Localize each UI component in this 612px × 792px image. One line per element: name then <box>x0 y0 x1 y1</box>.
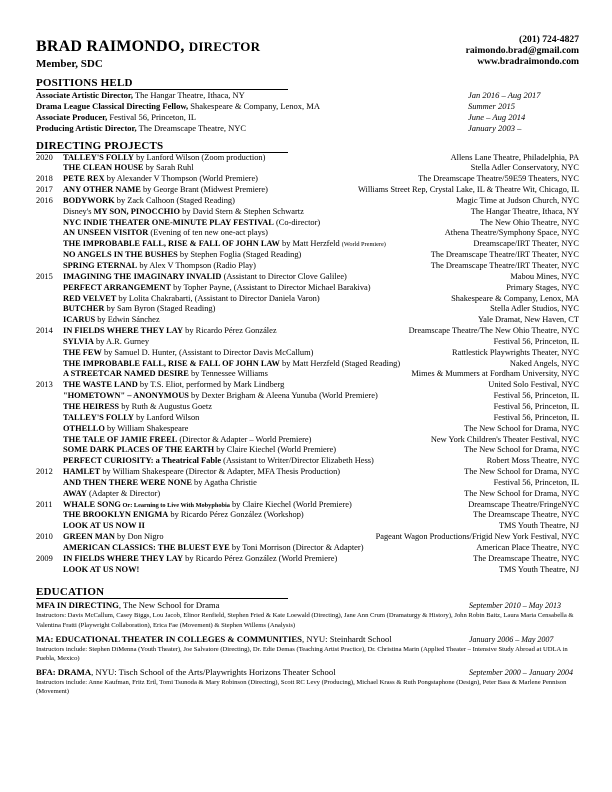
project-title: AMERICAN CLASSICS: THE BLUEST EYE <box>63 542 230 552</box>
project-title-line <box>63 218 320 229</box>
project-row <box>36 489 579 500</box>
project-credit: by Dexter Brigham & Aleena Yunuba (World Premiere) <box>188 391 378 401</box>
project-venue: The Dreamscape Theatre, NYC <box>473 553 579 563</box>
phone-number: (201) 724-4827 <box>519 34 579 45</box>
project-credit: by Zack Calhoon (Staged Reading) <box>114 195 235 205</box>
project-venue: The New School for Drama, NYC <box>464 423 579 433</box>
project-venue: Shakespeare & Company, Lenox, MA <box>451 293 579 303</box>
position-title: Drama League Classical Directing Fellow, <box>36 100 189 111</box>
project-year: 2013 <box>36 380 53 390</box>
project-title: TALLEY'S FOLLY <box>63 152 134 162</box>
project-title: AN UNSEEN VISITOR <box>63 228 149 238</box>
education-degree: BFA: DRAMA <box>36 666 92 677</box>
project-row <box>36 424 579 435</box>
project-title-line <box>63 261 256 272</box>
project-row <box>36 543 579 554</box>
project-title-line <box>63 445 336 456</box>
project-credit: (Assistant to Director Clove Galilee) <box>221 271 347 281</box>
project-venue: Athena Theatre/Symphony Space, NYC <box>444 228 579 238</box>
project-venue: Dreamscape Theatre/The New Ohio Theatre, NYC <box>408 326 579 336</box>
position-title: Producing Artistic Director, <box>36 122 137 133</box>
project-row <box>36 294 579 305</box>
education-degree-line <box>36 634 579 645</box>
project-year: 2011 <box>36 499 53 509</box>
project-venue: The New School for Drama, NYC <box>464 445 579 455</box>
project-credit: by Claire Kiechel (World Premiere) <box>214 445 337 455</box>
project-title-line <box>63 348 313 359</box>
project-row <box>36 326 579 337</box>
project-year: 2014 <box>36 326 53 336</box>
position-place: Festival 56, Princeton, IL <box>107 111 197 122</box>
project-credit: by Ricardo Pérez González <box>183 326 277 336</box>
project-venue: Pageant Wagon Productions/Frigid New York Festival, NYC <box>375 532 579 542</box>
project-venue: The Dreamscape Theatre/59E59 Theaters, NYC <box>418 174 579 184</box>
project-venue: Festival 56, Princeton, IL <box>493 391 579 401</box>
project-title-line <box>63 467 340 478</box>
education-degree-line <box>36 600 579 611</box>
project-credit: by Alex V Thompson (Radio Play) <box>137 261 256 270</box>
education-degree: MA: EDUCATIONAL THEATER IN COLLEGES & COMMUNITIES <box>36 633 302 644</box>
project-row <box>36 239 579 250</box>
project-title-line <box>63 554 337 565</box>
education-entry <box>36 600 579 630</box>
project-title-line <box>63 315 160 326</box>
project-venue: The New School for Drama, NYC <box>464 488 579 498</box>
project-venue: New York Children's Theater Festival, NYC <box>430 434 579 444</box>
project-title: PERFECT ARRANGEMENT <box>63 282 172 292</box>
project-title-line <box>63 489 160 500</box>
project-title: AND THEN THERE WERE NONE <box>63 477 192 487</box>
project-year: 2016 <box>36 195 53 205</box>
project-row <box>36 380 579 391</box>
project-title-line <box>63 196 235 207</box>
project-title: RED VELVET <box>63 293 117 303</box>
project-subtitle: Or: Learning to Live With Mobyphobia <box>120 501 230 509</box>
project-credit: by Ricardo Pérez González (Workshop) <box>168 510 304 520</box>
project-title: THE IMPROBABLE FALL, RISE & FALL OF JOHN LAW <box>63 239 280 249</box>
project-credit: (Evening of ten new one-act plays) <box>148 228 268 238</box>
project-title: THE IMPROBABLE FALL, RISE & FALL OF JOHN LAW <box>63 358 280 368</box>
director-name: BRAD RAIMONDO, DIRECTOR <box>36 38 261 55</box>
project-title: ANY OTHER NAME <box>63 185 141 195</box>
project-venue: American Place Theatre, NYC <box>476 542 579 552</box>
project-credit: by Samuel D. Hunter, (Assistant to Director Davis McCallum) <box>101 347 314 357</box>
project-row <box>36 228 579 239</box>
project-credit: by Lolita Chakrabarti, (Assistant to Director Daniela Varon) <box>116 293 320 303</box>
project-venue: TMS Youth Theatre, NJ <box>498 564 579 574</box>
project-row <box>36 185 579 196</box>
project-title: BUTCHER <box>63 304 105 314</box>
project-row <box>36 532 579 543</box>
project-title: BODYWORK <box>63 195 115 205</box>
project-title-line <box>63 185 268 196</box>
project-credit: by Tennessee Williams <box>188 369 268 379</box>
project-title: NYC INDIE THEATER ONE-MINUTE PLAY FESTIVAL <box>63 217 274 227</box>
project-title: NO ANGELS IN THE BUSHES <box>63 250 178 260</box>
project-venue: Magic Time at Judson Church, NYC <box>456 195 579 205</box>
project-title-line <box>63 565 139 576</box>
project-credit: by A.R. Gurney <box>93 336 150 346</box>
project-row <box>36 283 579 294</box>
project-venue: Allens Lane Theatre, Philadelphia, PA <box>450 152 579 162</box>
project-venue: Robert Moss Theatre, NYC <box>486 456 579 466</box>
position-dates: Jan 2016 – Aug 2017 <box>468 90 541 100</box>
project-title: GREEN MAN <box>63 532 115 542</box>
education-list <box>36 600 579 697</box>
project-venue: Festival 56, Princeton, IL <box>493 401 579 411</box>
project-title: MY SON, PINOCCHIO <box>93 206 181 216</box>
project-credit: by Matt Herzfeld (Staged Reading) <box>279 358 401 368</box>
project-row <box>36 337 579 348</box>
project-venue: The Dreamscape Theatre/IRT Theater, NYC <box>430 250 579 260</box>
project-venue: Festival 56, Princeton, IL <box>493 336 579 346</box>
project-row <box>36 315 579 326</box>
project-title: TALLEY'S FOLLY <box>63 412 134 422</box>
education-degree-line <box>36 667 579 678</box>
project-year: 2015 <box>36 271 53 281</box>
project-title-line <box>63 304 215 315</box>
project-venue: TMS Youth Theatre, NJ <box>498 521 579 531</box>
project-venue: United Solo Festival, NYC <box>488 380 579 390</box>
project-title: THE CLEAN HOUSE <box>63 163 144 173</box>
project-venue: Stella Adler Conservatory, NYC <box>470 163 579 173</box>
project-note: (World Premiere) <box>341 241 386 249</box>
project-title: IN FIELDS WHERE THEY LAY <box>63 326 184 336</box>
project-title-line <box>63 424 188 435</box>
project-venue: The New School for Drama, NYC <box>464 467 579 477</box>
education-entry <box>36 634 579 664</box>
project-title-line <box>63 380 284 391</box>
project-credit: by Topher Payne, (Assistant to Director Michael Barakiva) <box>171 282 371 292</box>
project-row <box>36 402 579 413</box>
project-title-line <box>63 521 145 532</box>
email-address[interactable]: raimondo.brad@gmail.com <box>465 45 579 56</box>
project-row <box>36 153 579 164</box>
projects-list <box>36 153 579 576</box>
position-place: The Hangar Theatre, Ithaca, NY <box>133 90 245 100</box>
project-title-line <box>63 402 212 413</box>
project-title: HAMLET <box>63 467 101 477</box>
project-row <box>36 163 579 174</box>
project-credit: (Co-director) <box>273 217 321 227</box>
project-row <box>36 500 579 511</box>
project-year: 2009 <box>36 553 53 563</box>
resume-page <box>36 34 579 697</box>
position-row <box>36 112 579 123</box>
project-title-line <box>63 250 301 261</box>
project-credit: by Matt Herzfeld <box>279 239 342 249</box>
education-school: , The New School for Drama <box>118 600 220 611</box>
project-title-line <box>63 207 304 218</box>
education-dates: September 2000 – January 2004 <box>469 667 573 677</box>
project-row <box>36 456 579 467</box>
project-venue: The Hangar Theatre, Ithaca, NY <box>470 206 579 216</box>
project-title-line <box>63 337 149 348</box>
website-link[interactable]: www.bradraimondo.com <box>477 56 579 67</box>
project-row <box>36 196 579 207</box>
position-dates: June – Aug 2014 <box>468 111 526 122</box>
education-school: , NYU: Tisch School of the Arts/Playwrights Horizons Theater School <box>91 666 336 677</box>
project-title: WHALE SONG <box>63 499 121 509</box>
project-title-line <box>63 391 378 402</box>
project-title-line <box>63 326 277 337</box>
position-dates: January 2003 – <box>468 122 522 133</box>
member-line: Member, SDC <box>36 58 103 70</box>
project-credit: by Claire Kiechel (World Premiere) <box>229 499 352 509</box>
project-title: "HOMETOWN" – ANONYMOUS <box>63 391 189 401</box>
project-row <box>36 391 579 402</box>
education-entry <box>36 667 579 697</box>
project-year: 2018 <box>36 174 53 184</box>
education-dates: January 2006 – May 2007 <box>469 634 554 644</box>
position-place: Shakespeare & Company, Lenox, MA <box>188 100 321 111</box>
project-credit: by Stephen Foglia (Staged Reading) <box>177 250 302 260</box>
project-year: 2020 <box>36 152 53 162</box>
project-title-line <box>63 532 164 543</box>
project-title-line <box>63 543 363 554</box>
project-title: THE BROOKLYN ENIGMA <box>63 510 169 520</box>
project-credit: by William Shakespeare <box>104 423 189 433</box>
position-title: Associate Producer, <box>36 111 108 122</box>
project-credit: by Edwin Sánchez <box>95 315 160 325</box>
project-row <box>36 359 579 370</box>
project-title-line <box>63 435 311 446</box>
project-venue: Dreamscape/IRT Theater, NYC <box>473 239 579 249</box>
project-row <box>36 435 579 446</box>
project-title-line <box>63 456 374 467</box>
project-title: PETE REX <box>63 174 105 184</box>
project-credit: by George Brant (Midwest Premiere) <box>140 185 268 195</box>
project-year: 2010 <box>36 532 53 542</box>
project-title-line <box>63 413 199 424</box>
project-prefix: Disney's <box>63 206 94 216</box>
project-title-line <box>63 272 347 283</box>
project-credit: by Alexander V Thompson (World Premiere) <box>104 174 258 184</box>
project-row <box>36 261 579 272</box>
education-instructors: Instructors include: Stephen DiMenna (Youth Theater), Joe Salvatore (Directing), Dr. Edie Demas (Teaching Artist Practice), Dr. Christina Marin (Applied Theater – Intensive Study Abroad at UDLA in Puebla, Mexico) <box>36 645 568 663</box>
position-dates: Summer 2015 <box>468 100 515 111</box>
project-credit: by Lanford Wilson <box>133 412 200 422</box>
project-title-line <box>63 294 320 305</box>
project-row <box>36 521 579 532</box>
project-title: A STREETCAR NAMED DESIRE <box>63 369 189 379</box>
project-row <box>36 272 579 283</box>
education-instructors: Instructors: Davis McCallum, Casey Biggs, Lou Jacob, Elinor Renfield, Stephen Fried & Kate Loewald (Directing), Jane Ann Crum (Dramaturgy & History), John Robin Baitz, Laura Maria Censabella & Valentina Fratti (Playwright Collaboration), Erica Fae (Movement) & Stephen Willems (Analysis) <box>36 612 574 630</box>
project-title-line <box>63 478 257 489</box>
project-credit: (Adapter & Director) <box>86 488 161 498</box>
project-credit: by Ricardo Pérez González (World Premiere) <box>183 553 338 563</box>
project-title: THE FEW <box>63 347 102 357</box>
education-instructors: Instructors include: Anne Kaufman, Fritz Ertl, Tomi Tsunoda & Mary Robinson (Directing), Scott RC Levy (Producing), Michael Krass & Ruth Pongstaphone (Design), Peter Bass & Marlene Pennison (Movement) <box>36 678 567 696</box>
position-row <box>36 123 579 134</box>
project-title-line <box>63 174 258 185</box>
project-title: IMAGINING THE IMAGINARY INVALID <box>63 271 222 281</box>
project-title: THE TALE OF JAMIE FREEL <box>63 434 178 444</box>
project-credit: by David Stern & Stephen Schwartz <box>180 206 304 216</box>
position-place: The Dreamscape Theatre, NYC <box>136 122 247 133</box>
project-venue: Rattlestick Playwrights Theater, NYC <box>452 347 579 357</box>
project-venue: Naked Angels, NYC <box>509 358 579 368</box>
project-venue: Festival 56, Princeton, IL <box>493 477 579 487</box>
project-year: 2017 <box>36 185 53 195</box>
project-row <box>36 445 579 456</box>
project-title: PERFECT CURIOSITY: a Theatrical Fable <box>63 456 222 466</box>
resume-header <box>36 34 579 74</box>
project-title-line <box>63 510 304 521</box>
project-year: 2012 <box>36 467 53 477</box>
project-venue: Mabou Mines, NYC <box>510 271 579 281</box>
project-title-line <box>63 228 268 239</box>
position-title: Associate Artistic Director, <box>36 90 134 100</box>
project-row <box>36 478 579 489</box>
directing-heading: DIRECTING PROJECTS <box>36 141 288 153</box>
director-role: DIRECTOR <box>188 39 261 54</box>
project-title: SYLVIA <box>63 336 94 346</box>
project-credit: by Toni Morrison (Director & Adapter) <box>229 542 364 552</box>
project-title-line <box>63 283 371 294</box>
project-venue: The Dreamscape Theatre/IRT Theater, NYC <box>430 261 579 270</box>
project-row <box>36 218 579 229</box>
position-row <box>36 90 579 101</box>
project-credit: (Director & Adapter – World Premiere) <box>177 434 312 444</box>
project-row <box>36 174 579 185</box>
project-title: SPRING ETERNAL <box>63 261 138 270</box>
project-credit: (Assistant to Writer/Director Elizabeth Hess) <box>221 456 374 466</box>
project-title: OTHELLO <box>63 423 105 433</box>
positions-list <box>36 90 579 134</box>
project-venue: Dreamscape Theatre/FringeNYC <box>468 499 579 509</box>
project-credit: by Agatha Christie <box>191 477 257 487</box>
education-dates: September 2010 – May 2013 <box>469 601 561 611</box>
project-title-line <box>63 163 194 174</box>
project-venue: Williams Street Rep, Crystal Lake, IL & Theatre Wit, Chicago, IL <box>357 185 579 195</box>
project-row <box>36 207 579 218</box>
project-venue: The Dreamscape Theatre, NYC <box>473 510 579 520</box>
project-venue: Primary Stages, NYC <box>506 282 579 292</box>
contact-block <box>466 34 579 67</box>
project-venue: Yale Dramat, New Haven, CT <box>477 315 579 325</box>
education-school: , NYU: Steinhardt School <box>301 633 392 644</box>
project-title-line <box>63 369 268 380</box>
project-title: AWAY <box>63 488 87 498</box>
project-title: SOME DARK PLACES OF THE EARTH <box>63 445 215 455</box>
project-row <box>36 348 579 359</box>
project-row <box>36 554 579 565</box>
project-row <box>36 304 579 315</box>
project-row <box>36 413 579 424</box>
project-title: IN FIELDS WHERE THEY LAY <box>63 553 184 563</box>
project-title: THE HEIRESS <box>63 401 120 411</box>
project-credit: by Lanford Wilson (Zoom production) <box>133 152 266 162</box>
project-title: ICARUS <box>63 315 96 325</box>
project-venue: Festival 56, Princeton, IL <box>493 412 579 422</box>
project-venue: Mimes & Mummers at Fordham University, NYC <box>411 369 579 379</box>
project-title: LOOK AT US NOW! <box>63 564 140 574</box>
project-credit: by William Shakespeare (Director & Adapter, MFA Thesis Production) <box>100 467 341 477</box>
project-title: THE WASTE LAND <box>63 380 138 390</box>
project-title-line <box>63 153 265 164</box>
project-credit: by Don Nigro <box>114 532 164 542</box>
project-credit: by Sarah Ruhl <box>143 163 194 173</box>
project-row <box>36 369 579 380</box>
project-credit: by Sam Byron (Staged Reading) <box>104 304 216 314</box>
project-row <box>36 467 579 478</box>
position-row <box>36 101 579 112</box>
project-credit: by Ruth & Augustus Goetz <box>119 401 212 411</box>
project-title: LOOK AT US NOW II <box>63 521 145 531</box>
project-credit: by T.S. Eliot, performed by Mark Lindberg <box>137 380 285 390</box>
education-heading: EDUCATION <box>36 587 288 599</box>
project-row <box>36 565 579 576</box>
education-degree: MFA IN DIRECTING <box>36 600 119 611</box>
project-venue: The New Ohio Theatre, NYC <box>479 217 579 227</box>
positions-heading: POSITIONS HELD <box>36 78 288 90</box>
project-title-line <box>63 359 400 370</box>
project-row <box>36 250 579 261</box>
project-venue: Stella Adler Studios, NYC <box>490 304 579 314</box>
project-row <box>36 510 579 521</box>
